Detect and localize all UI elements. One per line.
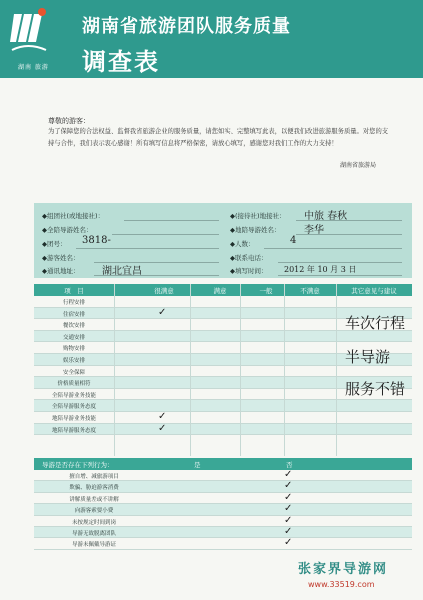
column-divider bbox=[284, 284, 285, 456]
header-suggestions: 其它意见与建议 bbox=[351, 287, 397, 295]
rating-item: 安全保障 bbox=[62, 369, 85, 376]
check-icon[interactable]: ✓ bbox=[158, 306, 167, 318]
rating-item: 价格质量相符 bbox=[57, 381, 91, 388]
info-field bbox=[230, 253, 268, 266]
info-field bbox=[42, 235, 111, 252]
info-field bbox=[42, 253, 80, 266]
info-field-value[interactable]: 2012 年 10 月 3 日 bbox=[284, 265, 357, 274]
info-field-value[interactable]: 3818- bbox=[82, 235, 111, 246]
column-divider bbox=[114, 284, 115, 456]
guide-row bbox=[34, 470, 412, 481]
guide-row bbox=[34, 527, 412, 538]
guide-header-item: 导游是否存在下列行为： bbox=[42, 461, 114, 469]
info-field-value[interactable]: 湖北宜昌 bbox=[102, 266, 142, 277]
logo-subtitle: 湖南 旅游 bbox=[18, 64, 49, 71]
check-icon[interactable]: ✓ bbox=[284, 491, 293, 503]
rating-item: 行程安排 bbox=[62, 300, 85, 306]
header-very-satisfied: 很满意 bbox=[154, 287, 174, 295]
rating-item: 餐饮安排 bbox=[62, 323, 85, 330]
page-subtitle: 调查表 bbox=[82, 48, 160, 76]
rating-row bbox=[34, 400, 412, 412]
guide-item: 擅自增、减旅游项目 bbox=[69, 474, 119, 480]
guide-row bbox=[34, 493, 412, 504]
rating-item: 地陪导游业务技能 bbox=[51, 415, 96, 422]
header-dissatisfied: 不满意 bbox=[300, 287, 320, 295]
check-icon[interactable]: ✓ bbox=[284, 469, 293, 480]
rating-row bbox=[34, 296, 412, 308]
info-field-label: ◆人数： bbox=[230, 240, 255, 248]
check-icon[interactable]: ✓ bbox=[284, 537, 293, 549]
rating-item: 娱乐安排 bbox=[62, 357, 85, 364]
guide-row bbox=[34, 516, 412, 527]
rating-row bbox=[34, 366, 412, 378]
header-banner bbox=[0, 0, 423, 78]
handwritten-suggestion: 车次行程 bbox=[345, 314, 406, 332]
guide-item: 导游无故脱离团队 bbox=[71, 530, 116, 537]
check-icon[interactable]: ✓ bbox=[158, 422, 167, 434]
header-average: 一般 bbox=[259, 287, 273, 295]
rating-item: 地陪导游服务态度 bbox=[51, 427, 96, 434]
info-field bbox=[42, 211, 104, 224]
rating-row bbox=[34, 412, 412, 424]
info-field bbox=[230, 235, 297, 252]
info-field-label: ◆通讯地址： bbox=[42, 267, 80, 275]
info-field bbox=[230, 265, 357, 279]
check-icon[interactable]: ✓ bbox=[284, 525, 293, 537]
rating-item: 购物安排 bbox=[62, 346, 85, 353]
info-field bbox=[42, 266, 142, 279]
page-title: 湖南省旅游团队服务质量 bbox=[82, 16, 291, 37]
guide-header-yes: 是 bbox=[194, 461, 201, 469]
info-field-label: ◆(接待社)地接社： bbox=[230, 212, 286, 220]
column-divider bbox=[240, 284, 241, 456]
letter-signature: 湖南省旅游局 bbox=[340, 162, 377, 169]
check-icon[interactable]: ✓ bbox=[284, 480, 293, 492]
guide-item: 欺骗、胁迫游客消费 bbox=[69, 485, 119, 492]
rating-item: 住宿安排 bbox=[62, 311, 85, 318]
check-icon[interactable]: ✓ bbox=[158, 410, 167, 422]
info-field-label: ◆填写时间： bbox=[230, 267, 268, 275]
rating-item: 全陪导游业务技能 bbox=[51, 392, 96, 399]
column-divider bbox=[190, 284, 191, 456]
rating-item: 交通安排 bbox=[62, 334, 85, 341]
header-satisfied: 满意 bbox=[213, 287, 227, 295]
guide-item: 向游客索要小费 bbox=[74, 508, 114, 515]
guide-row bbox=[34, 481, 412, 492]
column-divider bbox=[336, 284, 337, 456]
info-field bbox=[230, 225, 324, 238]
handwritten-suggestion: 半导游 bbox=[345, 348, 391, 366]
info-section bbox=[34, 203, 412, 278]
info-field-value[interactable]: 中旅 春秋 bbox=[304, 211, 348, 222]
guide-behavior-table bbox=[34, 458, 412, 550]
check-icon[interactable]: ✓ bbox=[284, 503, 293, 515]
info-field-label: ◆组团社(或地接社)： bbox=[42, 212, 105, 220]
info-field-label: ◆全陪导游姓名： bbox=[42, 226, 93, 234]
guide-item: 讲解质量差或不讲解 bbox=[69, 496, 119, 503]
rating-item: 全陪导游服务态度 bbox=[51, 404, 96, 411]
guide-item: 导游未佩戴导游证 bbox=[71, 542, 116, 549]
info-field-value[interactable]: 4 bbox=[290, 235, 297, 246]
info-field-label: ◆团号： bbox=[42, 240, 67, 248]
watermark-url[interactable]: www.33519.com bbox=[308, 580, 375, 589]
guide-row bbox=[34, 504, 412, 515]
letter-salutation: 尊敬的游客： bbox=[48, 117, 90, 125]
guide-table-header bbox=[34, 458, 412, 470]
check-icon[interactable]: ✓ bbox=[284, 514, 293, 526]
hunan-tourism-logo bbox=[8, 6, 48, 62]
rating-table-header bbox=[34, 284, 412, 296]
info-field-value[interactable]: 李华 bbox=[304, 225, 324, 236]
letter-body: 为了保障您的合法权益、监督我省旅游企业的服务质量，请您如实、完整填写此表，以便我们改进旅游服务质量。对您的支持与合作，我们表示衷心感谢！所有填写信息将严格保密，请放心填写，感谢您对我们工作的大力支持！ bbox=[48, 128, 389, 147]
info-field-label: ◆地陪导游姓名： bbox=[230, 226, 281, 234]
info-field bbox=[230, 211, 348, 224]
watermark-text: 张家界导游网 bbox=[298, 562, 389, 577]
handwritten-suggestion: 服务不错 bbox=[345, 380, 406, 398]
guide-header-no: 否 bbox=[286, 461, 293, 469]
guide-item: 未按规定时间到岗 bbox=[71, 519, 116, 526]
info-field-label: ◆游客姓名： bbox=[42, 254, 80, 262]
info-field-label: ◆联系电话： bbox=[230, 254, 268, 262]
guide-row bbox=[34, 538, 412, 549]
rating-row bbox=[34, 424, 412, 436]
header-item: 项 目 bbox=[64, 287, 84, 295]
